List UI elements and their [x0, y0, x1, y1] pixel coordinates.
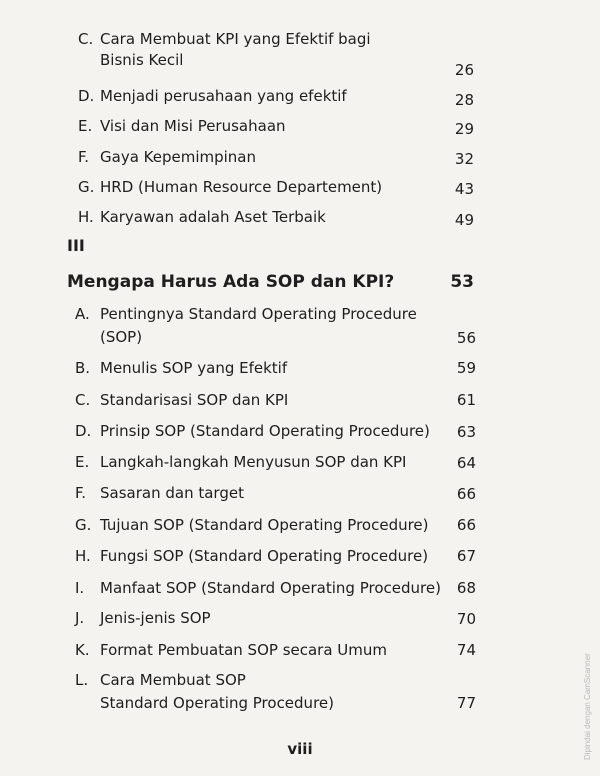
toc-page-number: 61: [456, 391, 476, 409]
toc-letter: H.: [78, 208, 94, 226]
toc-page-number: 43: [454, 180, 474, 198]
toc-title: Tujuan SOP (Standard Operating Procedure): [100, 516, 429, 534]
footer-page-number: viii: [287, 740, 313, 758]
toc-page-number: 29: [454, 120, 474, 138]
toc-page-number: 66: [456, 485, 476, 503]
toc-page-number: 77: [456, 694, 476, 712]
toc-title: Menulis SOP yang Efektif: [100, 359, 288, 377]
toc-letter: D.: [75, 422, 92, 440]
toc-letter: K.: [75, 641, 90, 659]
toc-page-number: 66: [456, 516, 476, 534]
toc-letter: F.: [78, 148, 89, 166]
toc-title: Visi dan Misi Perusahaan: [100, 117, 286, 135]
toc-letter: F.: [75, 484, 86, 502]
toc-title-continued: Standard Operating Procedure): [100, 694, 334, 712]
chapter-number: III: [67, 236, 85, 255]
toc-letter: C.: [78, 30, 94, 48]
toc-page-number: 70: [456, 610, 476, 628]
toc-page-number: 63: [456, 423, 476, 441]
toc-title-continued: (SOP): [100, 328, 143, 346]
toc-letter: C.: [75, 391, 91, 409]
toc-title: Jenis-jenis SOP: [100, 609, 211, 627]
toc-page-number: 67: [456, 547, 476, 565]
toc-page-number: 32: [454, 150, 474, 168]
toc-letter: A.: [75, 305, 90, 323]
toc-title: Cara Membuat KPI yang Efektif bagi: [100, 30, 371, 48]
toc-page-number: 59: [456, 359, 476, 377]
toc-title: Fungsi SOP (Standard Operating Procedure): [100, 547, 429, 565]
toc-page-number: 74: [456, 641, 476, 659]
scanner-watermark: Dipindai dengan CamScanner: [583, 653, 592, 760]
toc-page-number: 56: [456, 329, 476, 347]
toc-title: Cara Membuat SOP: [100, 671, 246, 689]
toc-title: Karyawan adalah Aset Terbaik: [100, 208, 326, 226]
chapter-title: Mengapa Harus Ada SOP dan KPI?: [67, 272, 395, 292]
toc-letter: I.: [75, 579, 85, 597]
toc-page-number: 68: [456, 579, 476, 597]
toc-letter: L.: [75, 671, 89, 689]
chapter-page-number: 53: [450, 272, 474, 292]
toc-title: Sasaran dan target: [100, 484, 244, 502]
toc-letter: G.: [75, 516, 92, 534]
toc-page-number: 26: [454, 61, 474, 79]
toc-letter: E.: [75, 453, 90, 471]
toc-letter: G.: [78, 178, 95, 196]
toc-title: Prinsip SOP (Standard Operating Procedure): [100, 422, 430, 440]
toc-title: Format Pembuatan SOP secara Umum: [100, 641, 388, 659]
toc-title: Langkah-langkah Menyusun SOP dan KPI: [100, 453, 407, 471]
toc-page-number: 28: [454, 91, 474, 109]
toc-title: HRD (Human Resource Departement): [100, 178, 383, 196]
toc-letter: B.: [75, 359, 91, 377]
toc-letter: D.: [78, 87, 95, 105]
toc-title: Menjadi perusahaan yang efektif: [100, 87, 347, 105]
toc-title: Gaya Kepemimpinan: [100, 148, 257, 166]
toc-title-continued: Bisnis Kecil: [100, 51, 184, 69]
toc-title: Pentingnya Standard Operating Procedure: [100, 305, 417, 323]
toc-letter: H.: [75, 547, 91, 565]
toc-title: Manfaat SOP (Standard Operating Procedure): [100, 579, 441, 597]
toc-letter: J.: [75, 609, 85, 627]
toc-letter: E.: [78, 117, 93, 135]
toc-page-number: 64: [456, 454, 476, 472]
toc-title: Standarisasi SOP dan KPI: [100, 391, 289, 409]
toc-page-number: 49: [454, 211, 474, 229]
